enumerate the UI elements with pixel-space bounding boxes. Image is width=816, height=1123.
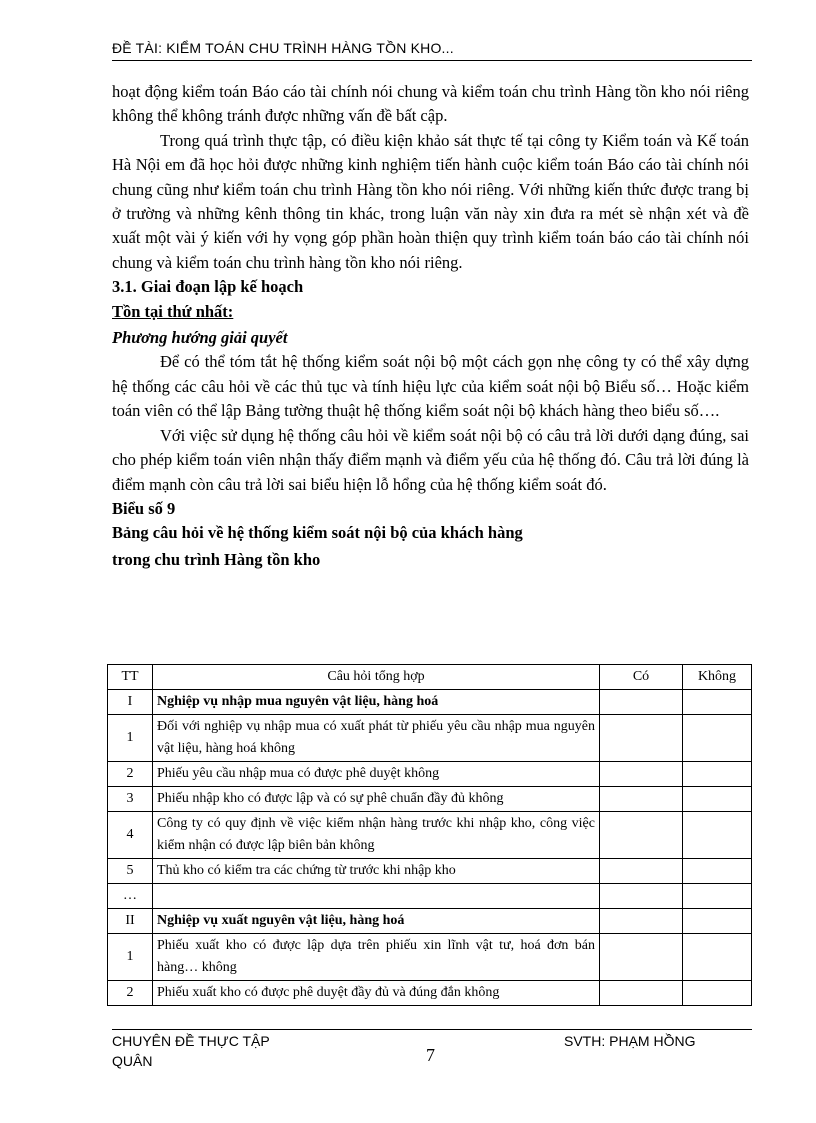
yes-cell <box>600 934 683 981</box>
document-body <box>112 80 749 572</box>
question-text: Phiếu xuất kho có được phê duyệt đầy đủ và đúng đắn không <box>153 981 600 1006</box>
yes-cell <box>600 981 683 1006</box>
table-row <box>108 715 752 762</box>
no-cell <box>683 787 752 812</box>
question-text: Công ty có quy định về việc kiểm nhận hàng trước khi nhập kho, công việc kiểm nhận có được lập biên bản không <box>153 812 600 859</box>
page-header <box>112 40 752 61</box>
page-number: 7 <box>426 1045 435 1065</box>
subheading-issue: Tồn tại thứ nhất: <box>112 301 234 321</box>
subheading-solution: Phương hướng giải quyết <box>112 328 288 348</box>
row-number: 3 <box>108 787 153 812</box>
row-number: 4 <box>108 812 153 859</box>
row-number: II <box>108 909 153 934</box>
no-cell <box>683 981 752 1006</box>
column-header-question: Câu hỏi tổng hợp <box>153 665 600 690</box>
yes-cell <box>600 715 683 762</box>
table-title-line-2: trong chu trình Hàng tồn kho <box>112 549 321 569</box>
row-number: 2 <box>108 981 153 1006</box>
row-number: 2 <box>108 762 153 787</box>
row-number: I <box>108 690 153 715</box>
paragraph-4: Với việc sử dụng hệ thống câu hỏi về kiểm soát nội bộ có câu trả lời dưới dạng đúng, sai cho phép kiểm toán viên nhận thấy điểm mạnh và điểm yếu của hệ thống đó. Câu trả lời đúng là điểm mạnh còn câu trả lời sai biểu hiện lỗ hổng của hệ thống kiểm soát đó. <box>112 425 749 494</box>
section-heading: 3.1. Giai đoạn lập kế hoạch <box>112 277 304 297</box>
no-cell <box>683 859 752 884</box>
row-number: 1 <box>108 715 153 762</box>
figure-label: Biểu số 9 <box>112 498 176 518</box>
footer-divider <box>112 1029 752 1030</box>
table-title-line-1: Bảng câu hỏi về hệ thống kiểm soát nội bộ của khách hàng <box>112 523 523 543</box>
yes-cell <box>600 859 683 884</box>
question-text: Phiếu xuất kho có được lập dựa trên phiếu xin lĩnh vật tư, hoá đơn bán hàng… không <box>153 934 600 981</box>
column-header-tt: TT <box>108 665 153 690</box>
no-cell <box>683 909 752 934</box>
table-row <box>108 909 752 934</box>
paragraph-3: Để có thể tóm tắt hệ thống kiểm soát nội bộ một cách gọn nhẹ công ty có thể xây dựng hệ thống các câu hỏi về các thủ tục và tính hiệu lực của kiểm soát nội bộ Biểu số… Hoặc kiểm toán viên có thể lập Bảng tường thuật hệ thống kiểm soát nội bộ khách hàng theo biểu số…. <box>112 352 749 421</box>
row-number: 1 <box>108 934 153 981</box>
table-row <box>108 690 752 715</box>
question-text: Đối với nghiệp vụ nhập mua có xuất phát từ phiếu yêu cầu nhập mua nguyên vật liệu, hàng hoá không <box>153 715 600 762</box>
table-row <box>108 981 752 1006</box>
table-row <box>108 884 752 909</box>
question-text: Phiếu nhập kho có được lập và có sự phê chuẩn đầy đủ không <box>153 787 600 812</box>
footer-left-text: CHUYÊN ĐỀ THỰC TẬP QUÂN <box>112 1033 270 1069</box>
question-text: Thủ kho có kiểm tra các chứng từ trước khi nhập kho <box>153 859 600 884</box>
table-row <box>108 859 752 884</box>
no-cell <box>683 884 752 909</box>
yes-cell <box>600 690 683 715</box>
no-cell <box>683 934 752 981</box>
footer-right-text: SVTH: PHẠM HỒNG <box>564 1033 696 1049</box>
question-text: Phiếu yêu cầu nhập mua có được phê duyệt không <box>153 762 600 787</box>
header-title: ĐỀ TÀI: KIỂM TOÁN CHU TRÌNH HÀNG TỒN KHO... <box>112 40 454 56</box>
table-header-row <box>108 665 752 690</box>
section-title: Nghiệp vụ xuất nguyên vật liệu, hàng hoá <box>153 909 600 934</box>
question-text <box>153 884 600 909</box>
table-row <box>108 934 752 981</box>
column-header-no: Không <box>683 665 752 690</box>
yes-cell <box>600 787 683 812</box>
yes-cell <box>600 762 683 787</box>
paragraph-2: Trong quá trình thực tập, có điều kiện khảo sát thực tế tại công ty Kiểm toán và Kế toán Hà Nội em đã học hỏi được những kinh nghiệm tiến hành cuộc kiểm toán Báo cáo tài chính nói chung cũng như kiểm toán chu trình Hàng tồn kho nói riêng. Với những kiến thức được trang bị ở trường và những kênh thông tin khác, trong luận văn này xin đưa ra mét sè nhận xét và đề xuất một vài ý kiến với hy vọng góp phần hoàn thiện quy trình kiểm toán báo cáo tài chính nói chung và kiểm toán chu trình hàng tồn kho nói riêng. <box>112 130 749 272</box>
yes-cell <box>600 884 683 909</box>
row-number: … <box>108 884 153 909</box>
no-cell <box>683 812 752 859</box>
paragraph-1: hoạt động kiểm toán Báo cáo tài chính nói chung và kiểm toán chu trình Hàng tồn kho nói riêng không thể không tránh được những vấn đề bất cập. <box>112 82 749 126</box>
no-cell <box>683 715 752 762</box>
questionnaire-table <box>107 664 752 1006</box>
table-row <box>108 762 752 787</box>
no-cell <box>683 690 752 715</box>
section-title: Nghiệp vụ nhập mua nguyên vật liệu, hàng hoá <box>153 690 600 715</box>
column-header-yes: Có <box>600 665 683 690</box>
table-row <box>108 787 752 812</box>
no-cell <box>683 762 752 787</box>
yes-cell <box>600 909 683 934</box>
table-row <box>108 812 752 859</box>
yes-cell <box>600 812 683 859</box>
row-number: 5 <box>108 859 153 884</box>
